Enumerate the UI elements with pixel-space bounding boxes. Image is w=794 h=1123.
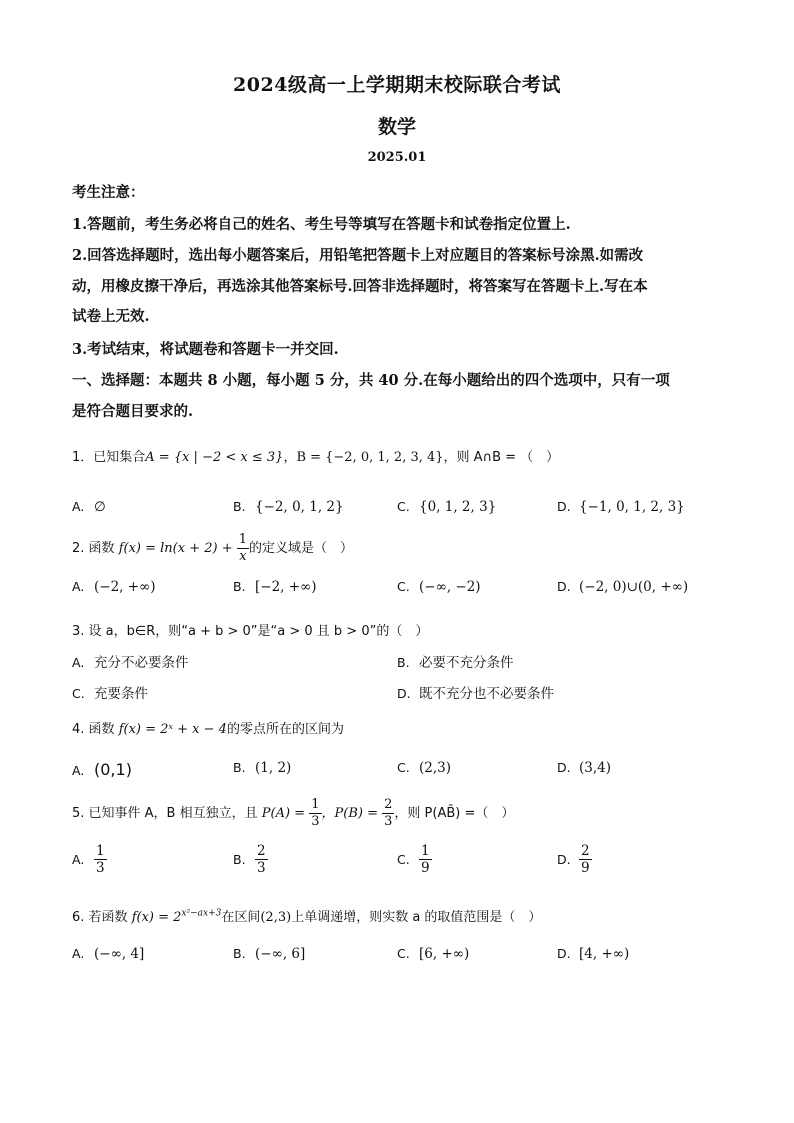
q6-option-b: B. (−∞, 6] (233, 946, 306, 962)
q2-option-d: D. (−2, 0)∪(0, +∞) (557, 579, 689, 595)
notice-item-3: 3.考试结束，将试题卷和答题卡一并交回. (72, 341, 339, 358)
q2-function: f(x) = ln(x + 2) + (118, 541, 233, 556)
q5-option-b: B. $\frac{2}{3}$ (233, 843, 266, 876)
q2-option-c: C. (−∞, −2) (397, 579, 481, 595)
q1-option-a: A. ∅ (72, 499, 106, 515)
question-1-stem (72, 446, 722, 465)
q4-function: f(x) = 2ˣ + x − 4 (118, 722, 227, 737)
q5-option-c: C. $\frac{1}{9}$ (397, 843, 430, 876)
q4-option-b: B. (1, 2) (233, 760, 292, 776)
q1-option-b: B. {−2, 0, 1, 2} (233, 499, 344, 515)
q4-suffix: 的零点所在的区间为 (226, 722, 344, 737)
q5-ask: ，则 P(AB̄) =（ ） (394, 806, 515, 821)
notice-item-2-line-1: 2.回答选择题时，选出每小题答案后，用铅笔把答题卡上对应题目的答案标号涂黑.如需改 (72, 247, 644, 264)
q6-prefix: 6. 若函数 (72, 910, 128, 925)
question-4-stem (72, 718, 722, 737)
q5-pa: P(A) = (261, 806, 306, 821)
question-5-stem (72, 797, 722, 830)
q6-suffix: 上单调递增，则实数 a 的取值范围是（ ） (291, 910, 542, 925)
q6-option-a: A. (−∞, 4] (72, 946, 145, 962)
q6-interval: (2,3) (260, 910, 292, 925)
q1-set-a: A = {x | −2 < x ≤ 3} (145, 450, 284, 465)
q1-set-b: ，B = {−2, 0, 1, 2, 3, 4} (283, 450, 444, 465)
q5-option-d: D. $\frac{2}{9}$ (557, 843, 590, 876)
q3-option-d: D. 既不充分也不必要条件 (397, 686, 554, 702)
notice-item-1: 1.答题前，考生务必将自己的姓名、考生号等填写在答题卡和试卷指定位置上. (72, 216, 571, 233)
q2-option-b: B. [−2, +∞) (233, 579, 317, 595)
q1-option-c: C. {0, 1, 2, 3} (397, 499, 497, 515)
subject-title: 数学 (377, 116, 416, 138)
q5-option-a: A. $\frac{1}{3}$ (72, 843, 105, 876)
q5-prefix: 5. 已知事件 A，B 相互独立，且 (72, 806, 258, 821)
exam-title: 2024级高一上学期期末校际联合考试 (233, 74, 561, 96)
question-6-stem (72, 906, 722, 925)
q6-function: f(x) = 2 (131, 910, 182, 925)
q6-option-d: D. [4, +∞) (557, 946, 630, 962)
q1-ask: ，则 A∩B = （ ） (443, 450, 560, 465)
q6-exponent: x²−ax+3 (181, 908, 222, 919)
q4-option-a: A. (0,1) (72, 760, 132, 779)
q1-prefix: 1．已知集合 (72, 450, 146, 465)
q6-mid: 在区间 (221, 910, 261, 925)
question-3-stem: 3. 设 a，b∈R，则“a + b > 0”是“a > 0 且 b > 0”的（ ） (72, 624, 429, 639)
section-heading-line-1: 一、选择题：本题共 8 小题，每小题 5 分，共 40 分.在每小题给出的四个选项中，只有一项 (72, 372, 670, 389)
q4-option-d: D. (3,4) (557, 760, 612, 776)
q1-option-d: D. {−1, 0, 1, 2, 3} (557, 499, 685, 515)
q5-pa-fraction: $\frac{1}{3}$ (311, 797, 320, 829)
q4-option-c: C. (2,3) (397, 760, 452, 776)
q3-option-c: C. 充要条件 (72, 686, 148, 702)
q5-pb-fraction: $\frac{2}{3}$ (384, 797, 393, 829)
q6-option-c: C. [6, +∞) (397, 946, 470, 962)
q5-pb: ，P(B) = (321, 806, 378, 821)
notice-item-2-line-3: 试卷上无效. (72, 308, 150, 325)
q2-prefix: 2. 函数 (72, 541, 115, 556)
q3-option-b: B. 必要不充分条件 (397, 655, 514, 671)
q4-prefix: 4. 函数 (72, 722, 115, 737)
question-2-stem (72, 532, 722, 565)
section-heading-line-2: 是符合题目要求的. (72, 403, 194, 420)
q2-option-a: A. (−2, +∞) (72, 579, 156, 595)
q2-fraction: $\frac{1}{x}$ (238, 532, 248, 564)
q3-option-a: A. 充分不必要条件 (72, 655, 189, 671)
notice-heading: 考生注意： (72, 184, 145, 201)
q2-suffix: 的定义域是（ ） (249, 541, 354, 556)
exam-date: 2025.01 (367, 150, 427, 165)
notice-item-2-line-2: 动，用橡皮擦干净后，再选涂其他答案标号.回答非选择题时，将答案写在答题卡上.写在本 (72, 278, 648, 295)
